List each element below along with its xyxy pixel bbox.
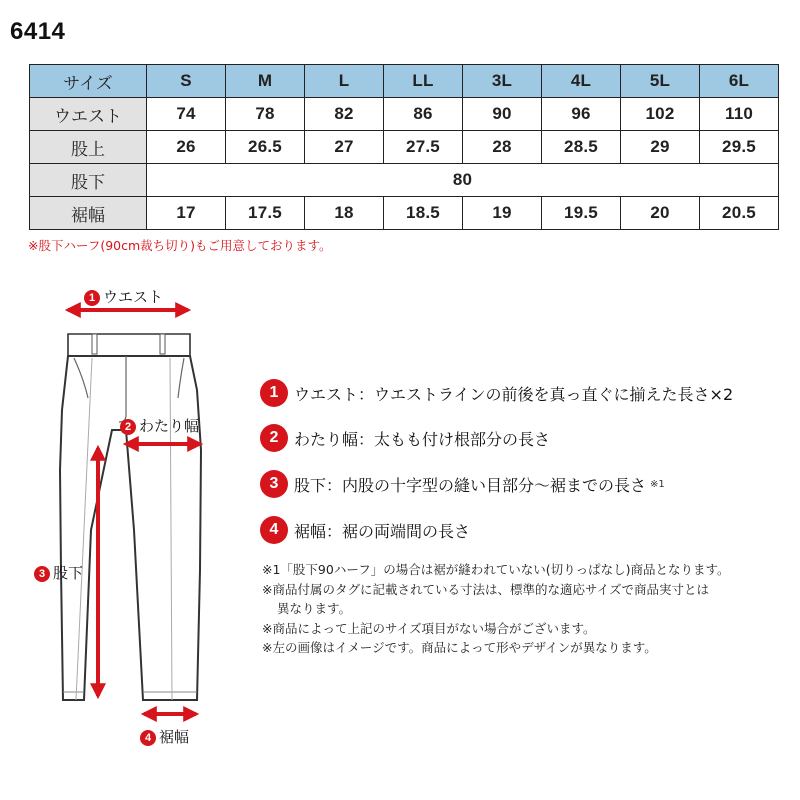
legend-term: わたり幅: [294, 429, 359, 449]
legend-desc: ：太もも付け根部分の長さ: [358, 429, 551, 449]
size-col-header: 3L: [463, 65, 542, 98]
table-row-rise: [30, 131, 779, 164]
row-label-waist: ウエスト: [30, 98, 147, 131]
table-cell: 27.5: [384, 131, 463, 164]
table-row-inseam: [30, 164, 779, 197]
size-header-label: サイズ: [30, 65, 147, 98]
size-col-header: 6L: [700, 65, 779, 98]
table-cell: 17.5: [226, 197, 305, 230]
table-cell: 96: [542, 98, 621, 131]
table-cell: 29: [621, 131, 700, 164]
note-line: ※商品によって上記のサイズ項目がない場合がございます。: [262, 620, 596, 636]
legend-desc: ：ウエストラインの前後を真っ直ぐに揃えた長さ×2: [358, 384, 734, 404]
table-row-waist: [30, 98, 779, 131]
table-cell: 28: [463, 131, 542, 164]
legend-item-hem: [260, 515, 470, 545]
legend-item-waist: [260, 378, 733, 408]
number-badge: 4: [260, 516, 288, 544]
size-col-header: M: [226, 65, 305, 98]
table-cell: 82: [305, 98, 384, 131]
table-cell: 18: [305, 197, 384, 230]
table-cell: 27: [305, 131, 384, 164]
label-text: 裾幅: [159, 728, 190, 746]
note-line: ※商品付属のタグに記載されている寸法は、標準的な適応サイズで商品実寸とは: [262, 581, 709, 597]
table-cell: 78: [226, 98, 305, 131]
product-code: 6414: [10, 18, 66, 45]
table-cell: 28.5: [542, 131, 621, 164]
size-col-header: L: [305, 65, 384, 98]
label-text: わたり幅: [139, 417, 200, 435]
size-header-row: [30, 65, 779, 98]
size-col-header: LL: [384, 65, 463, 98]
number-badge: 1: [260, 379, 288, 407]
note-line: ※1「股下90ハーフ」の場合は裾が縫われていない(切りっぱなし)商品となります。: [262, 562, 730, 577]
row-label-rise: 股上: [30, 131, 147, 164]
table-cell: 74: [147, 98, 226, 131]
table-cell: 26: [147, 131, 226, 164]
pants-illustration: [0, 270, 250, 770]
legend-item-thigh: [260, 423, 550, 453]
label-text: 股下: [53, 564, 84, 582]
size-col-header: S: [147, 65, 226, 98]
table-cell: 26.5: [226, 131, 305, 164]
table-cell: 90: [463, 98, 542, 131]
table-cell: 20: [621, 197, 700, 230]
diagram-label-inseam: [34, 562, 83, 583]
number-badge: 2: [120, 419, 136, 435]
label-text: ウエスト: [103, 288, 164, 306]
table-cell: 86: [384, 98, 463, 131]
legend-term: ウエスト: [294, 384, 359, 404]
table-cell: 19: [463, 197, 542, 230]
belt-loop: [160, 334, 165, 354]
size-table: [29, 64, 779, 230]
notes-block: [262, 560, 792, 658]
number-badge: 1: [84, 290, 100, 306]
note-line: ※左の画像はイメージです。商品によって形やデザインが異なります。: [262, 640, 657, 655]
number-badge: 4: [140, 730, 156, 746]
row-label-inseam: 股下: [30, 164, 147, 197]
legend-desc: ：内股の十字型の縫い目部分〜裾までの長さ: [326, 475, 647, 495]
number-badge: 3: [260, 470, 288, 498]
table-row-hem: [30, 197, 779, 230]
size-col-header: 4L: [542, 65, 621, 98]
table-cell: 20.5: [700, 197, 779, 230]
diagram-label-thigh: [120, 415, 199, 436]
table-cell: 18.5: [384, 197, 463, 230]
table-cell: 29.5: [700, 131, 779, 164]
note-line: 異なります。: [277, 601, 352, 616]
diagram-label-hem: [140, 726, 189, 747]
legend-desc: ：裾の両端間の長さ: [326, 521, 471, 541]
legend-item-inseam: [260, 469, 665, 499]
table-cell: 17: [147, 197, 226, 230]
pants-waistband: [68, 334, 190, 356]
pants-outline: [60, 356, 201, 700]
legend-term: 股下: [294, 475, 327, 495]
half-length-note: ※股下ハーフ(90cm裁ち切り)もご用意しております。: [28, 238, 332, 253]
number-badge: 2: [260, 424, 288, 452]
table-cell-merged: 80: [147, 164, 779, 197]
diagram-label-waist: [84, 286, 163, 307]
footnote-ref: ※1: [650, 478, 665, 490]
number-badge: 3: [34, 566, 50, 582]
table-cell: 102: [621, 98, 700, 131]
size-col-header: 5L: [621, 65, 700, 98]
row-label-hem: 裾幅: [30, 197, 147, 230]
belt-loop: [92, 334, 97, 354]
table-cell: 19.5: [542, 197, 621, 230]
pants-diagram: [0, 270, 250, 770]
legend-term: 裾幅: [294, 521, 327, 541]
table-cell: 110: [700, 98, 779, 131]
